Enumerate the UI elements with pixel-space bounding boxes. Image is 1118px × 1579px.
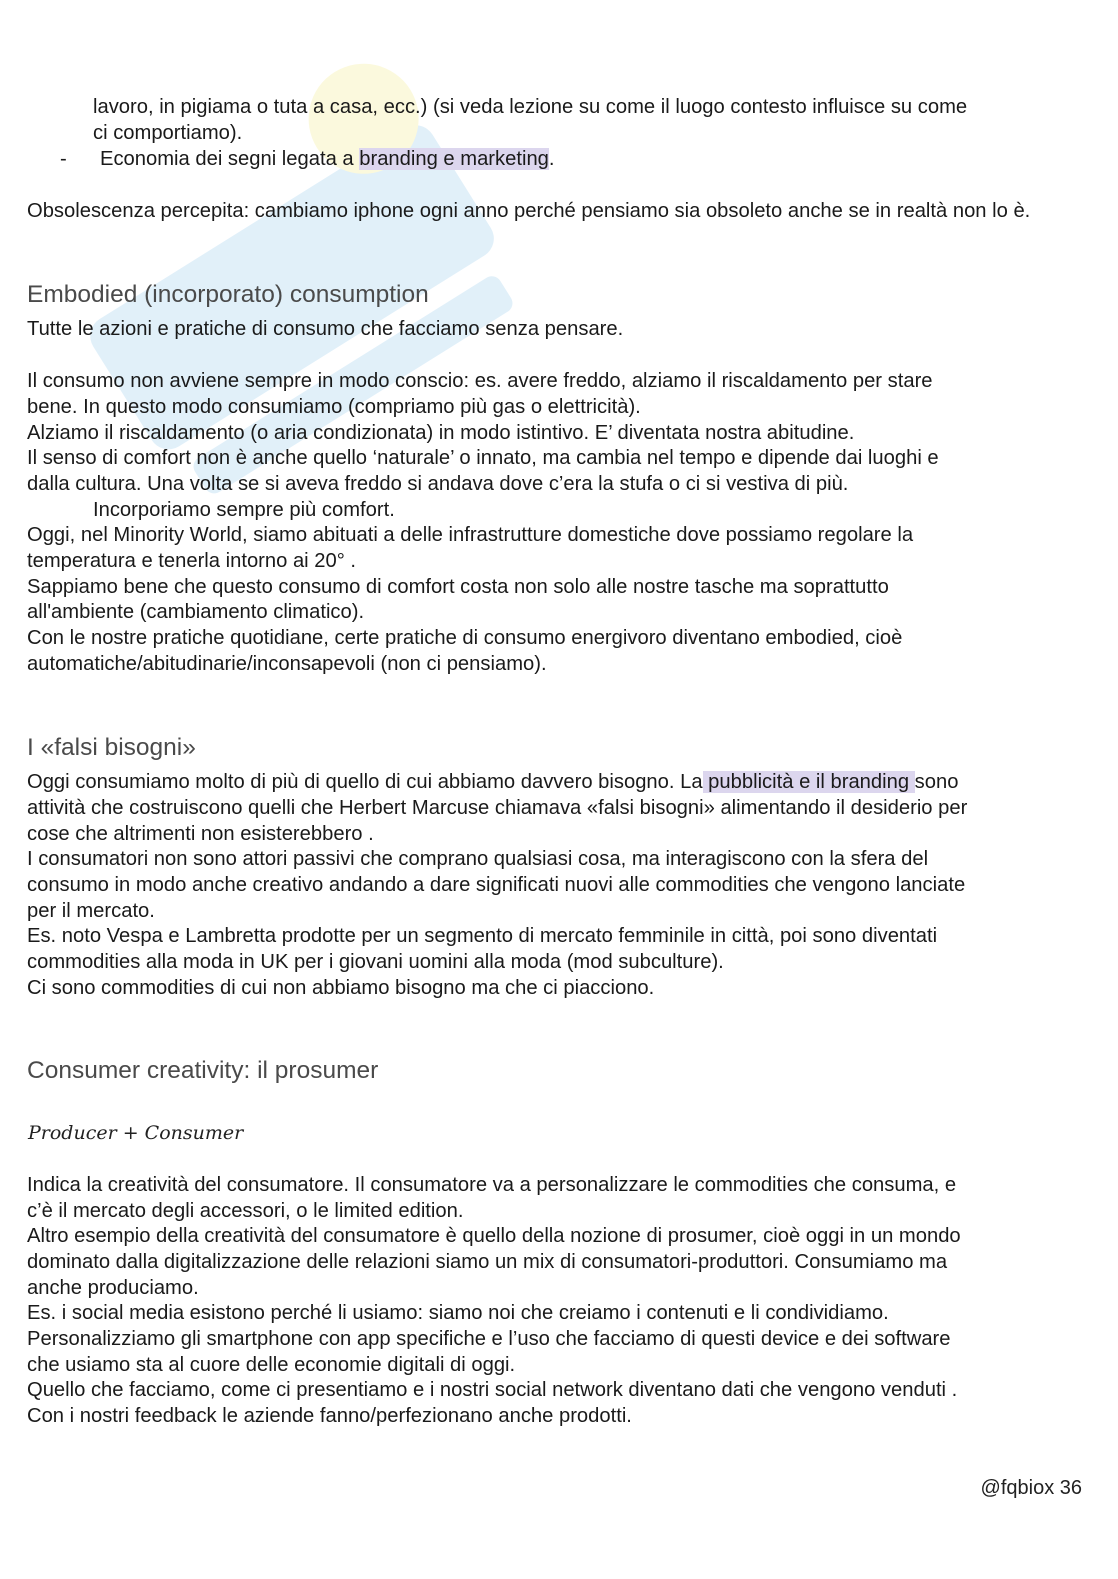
prosumer-line: Indica la creatività del consumatore. Il consumatore va a personalizzare le commodities che consuma, e: [27, 1174, 957, 1196]
embodied-line: Con le nostre pratiche quotidiane, certe pratiche di consumo energivoro diventano embodied, cioè: [27, 627, 903, 649]
embodied-intro: Tutte le azioni e pratiche di consumo che facciamo senza pensare.: [27, 318, 624, 340]
embodied-line: Il consumo non avviene sempre in modo conscio: es. avere freddo, alziamo il riscaldamento per stare: [27, 370, 933, 392]
prosumer-line: c’è il mercato degli accessori, o le limited edition.: [27, 1200, 464, 1222]
prosumer-line: Con i nostri feedback le aziende fanno/perfezionano anche prodotti.: [27, 1405, 632, 1427]
formula-producer-consumer: Producer + Consumer: [28, 1122, 244, 1144]
embodied-line: dalla cultura. Una volta se si aveva freddo si andava dove c’era la stufa o ci si vestiva di più.: [27, 473, 849, 495]
embodied-line: bene. In questo modo consumiamo (compriamo più gas o elettricità).: [27, 396, 641, 418]
bullet-continuation-line-2: ci comportiamo).: [93, 122, 243, 144]
prosumer-line: Personalizziamo gli smartphone con app specifiche e l’uso che facciamo di questi device e dei software: [27, 1328, 951, 1350]
falsi-line-1: [27, 770, 1087, 796]
prosumer-line: Altro esempio della creatività del consumatore è quello della nozione di prosumer, cioè oggi in un mondo: [27, 1225, 961, 1247]
falsi-line: commodities alla moda in UK per i giovani uomini alla moda (mod subculture).: [27, 951, 724, 973]
highlight-pubblicita-branding: pubblicità e il branding: [702, 771, 915, 793]
paragraph-obsolescenza: Obsolescenza percepita: cambiamo iphone ogni anno perché pensiamo sia obsoleto anche se in realtà non lo è.: [27, 200, 1031, 222]
falsi-line: per il mercato.: [27, 900, 155, 922]
bullet-end: .: [548, 148, 555, 170]
falsi-line: consumo in modo anche creativo andando a dare significati nuovi alle commodities che vengono lanciate: [27, 874, 966, 896]
page-footer: @fqbiox 36: [980, 1477, 1082, 1499]
heading-prosumer: Consumer creativity: il prosumer: [27, 1057, 379, 1084]
prosumer-line: che usiamo sta al cuore delle economie digitali di oggi.: [27, 1354, 516, 1376]
falsi-line: I consumatori non sono attori passivi che comprano qualsiasi cosa, ma interagiscono con la sfera del: [27, 848, 929, 870]
embodied-line: all'ambiente (cambiamento climatico).: [27, 601, 365, 623]
embodied-indented-line: Incorporiamo sempre più comfort.: [93, 499, 395, 521]
prosumer-line: Quello che facciamo, come ci presentiamo e i nostri social network diventano dati che vengono venduti .: [27, 1379, 958, 1401]
prosumer-line: dominato dalla digitalizzazione delle relazioni siamo un mix di consumatori-produttori. Consumiamo ma: [27, 1251, 948, 1273]
embodied-line: temperatura e tenerla intorno ai 20° .: [27, 550, 357, 572]
bullet-economia-segni: [100, 147, 1080, 173]
falsi-line: attività che costruiscono quelli che Herbert Marcuse chiamava «falsi bisogni» alimentando il desiderio per: [27, 797, 968, 819]
falsi-line-1-end: sono: [914, 771, 959, 793]
falsi-line: cose che altrimenti non esisterebbero .: [27, 823, 374, 845]
embodied-line: automatiche/abitudinarie/inconsapevoli (non ci pensiamo).: [27, 653, 547, 675]
bullet-text: Economia dei segni legata a: [100, 148, 360, 170]
highlight-branding-marketing: branding e marketing: [359, 148, 549, 170]
embodied-line: Sappiamo bene che questo consumo di comfort costa non solo alle nostre tasche ma soprattutto: [27, 576, 889, 598]
heading-embodied-consumption: Embodied (incorporato) consumption: [27, 281, 429, 308]
falsi-line-1-start: Oggi consumiamo molto di più di quello di cui abbiamo davvero bisogno. La: [27, 771, 703, 793]
embodied-line: Oggi, nel Minority World, siamo abituati a delle infrastrutture domestiche dove possiamo regolare la: [27, 524, 914, 546]
falsi-line: Ci sono commodities di cui non abbiamo bisogno ma che ci piacciono.: [27, 977, 655, 999]
prosumer-line: anche produciamo.: [27, 1277, 199, 1299]
bullet-dash: -: [60, 148, 67, 170]
embodied-line: Il senso di comfort non è anche quello ‘naturale’ o innato, ma cambia nel tempo e dipende dai luoghi e: [27, 447, 939, 469]
bullet-continuation-line-1: lavoro, in pigiama o tuta a casa, ecc.) (si veda lezione su come il luogo contesto influisce su come: [93, 96, 968, 118]
prosumer-line: Es. i social media esistono perché li usiamo: siamo noi che creiamo i contenuti e li condividiamo.: [27, 1302, 889, 1324]
embodied-line: Alziamo il riscaldamento (o aria condizionata) in modo istintivo. E’ diventata nostra abitudine.: [27, 422, 855, 444]
heading-falsi-bisogni: I «falsi bisogni»: [27, 734, 196, 761]
falsi-line: Es. noto Vespa e Lambretta prodotte per un segmento di mercato femminile in città, poi sono diventati: [27, 925, 938, 947]
